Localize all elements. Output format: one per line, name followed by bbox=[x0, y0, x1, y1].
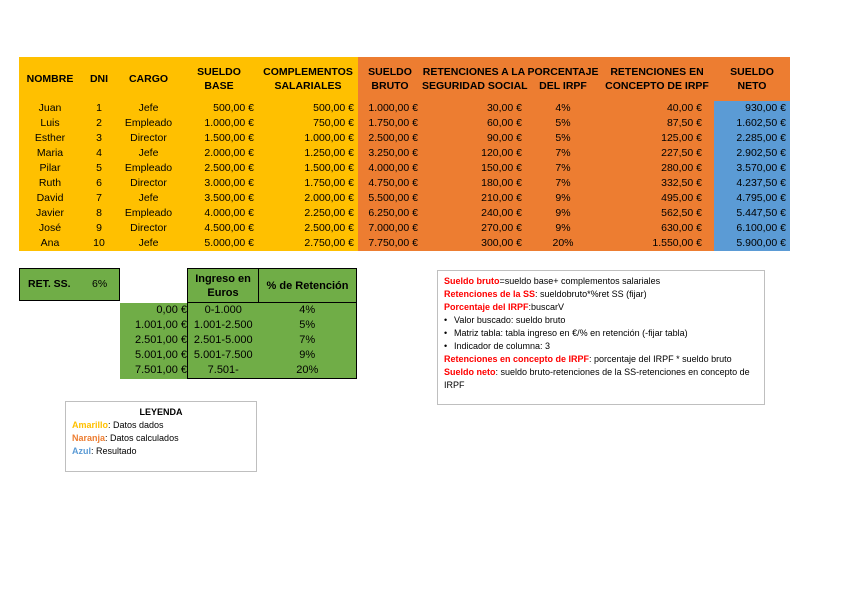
cell-sueldo-neto: 4.237,50 € bbox=[714, 176, 790, 191]
cell-porcentaje-irpf: 7% bbox=[526, 176, 600, 191]
cell-cargo: Jefe bbox=[117, 191, 180, 206]
note-sueldo-bruto: Sueldo bruto=sueldo base+ complementos salariales bbox=[444, 276, 661, 286]
header-ingreso: Ingreso en Euros bbox=[188, 269, 259, 303]
cell-sueldo-bruto: 3.250,00 € bbox=[358, 146, 422, 161]
irpf-cell-rango-ingreso: 2.501-5.000 bbox=[188, 333, 259, 348]
note-bullet-2: • Matriz tabla: tabla ingreso en €/% en retención (-fijar tabla) bbox=[444, 327, 758, 340]
cell-cargo: Director bbox=[117, 176, 180, 191]
cell-nombre: Pilar bbox=[19, 161, 81, 176]
cell-sueldo-neto: 930,00 € bbox=[714, 101, 790, 116]
ret-ss-box bbox=[19, 268, 120, 301]
cell-retenciones-irpf: 630,00 € bbox=[600, 221, 714, 236]
table-row bbox=[19, 221, 790, 236]
cell-retenciones-irpf: 332,50 € bbox=[600, 176, 714, 191]
note-bullet-3: • Indicador de columna: 3 bbox=[444, 340, 758, 353]
table-row bbox=[19, 191, 790, 206]
cell-cargo: Jefe bbox=[117, 101, 180, 116]
cell-porcentaje-irpf: 7% bbox=[526, 146, 600, 161]
cell-sueldo-base: 500,00 € bbox=[180, 101, 258, 116]
header-porcentaje-irpf: PORCENTAJE DEL IRPF bbox=[526, 57, 600, 101]
note-retenciones-ss: Retenciones de la SS: sueldobruto*%ret SS (fijar) bbox=[444, 289, 647, 299]
irpf-cell-min-ingreso: 5.001,00 € bbox=[120, 348, 188, 363]
cell-cargo: Director bbox=[117, 221, 180, 236]
salary-table-header bbox=[19, 57, 790, 101]
cell-dni: 3 bbox=[81, 131, 117, 146]
header-sueldo-neto: SUELDO NETO bbox=[714, 57, 790, 101]
header-cargo: CARGO bbox=[117, 57, 180, 101]
table-row bbox=[19, 131, 790, 146]
irpf-table bbox=[120, 268, 357, 379]
cell-complementos: 750,00 € bbox=[258, 116, 358, 131]
cell-retenciones-ss: 300,00 € bbox=[422, 236, 526, 251]
irpf-row bbox=[120, 333, 357, 348]
cell-sueldo-bruto: 4.000,00 € bbox=[358, 161, 422, 176]
table-row bbox=[19, 206, 790, 221]
irpf-cell-rango-ingreso: 1.001-2.500 bbox=[188, 318, 259, 333]
ret-ss-label: RET. SS. bbox=[28, 278, 71, 290]
note-bullet-1: • Valor buscado: sueldo bruto bbox=[444, 314, 758, 327]
cell-sueldo-base: 1.500,00 € bbox=[180, 131, 258, 146]
table-row bbox=[19, 161, 790, 176]
cell-retenciones-ss: 60,00 € bbox=[422, 116, 526, 131]
cell-nombre: Ruth bbox=[19, 176, 81, 191]
cell-dni: 9 bbox=[81, 221, 117, 236]
cell-sueldo-base: 4.000,00 € bbox=[180, 206, 258, 221]
note-retenciones-irpf: Retenciones en concepto de IRPF: porcentaje del IRPF * sueldo bruto bbox=[444, 354, 732, 364]
irpf-row bbox=[120, 303, 357, 319]
cell-sueldo-base: 1.000,00 € bbox=[180, 116, 258, 131]
cell-dni: 8 bbox=[81, 206, 117, 221]
legend-yellow: Amarillo: Datos dados bbox=[72, 420, 164, 430]
cell-retenciones-ss: 150,00 € bbox=[422, 161, 526, 176]
header-retenciones-ss: RETENCIONES A LA SEGURIDAD SOCIAL bbox=[422, 57, 526, 101]
cell-cargo: Jefe bbox=[117, 236, 180, 251]
cell-cargo: Empleado bbox=[117, 116, 180, 131]
irpf-row bbox=[120, 348, 357, 363]
cell-sueldo-neto: 4.795,00 € bbox=[714, 191, 790, 206]
cell-dni: 6 bbox=[81, 176, 117, 191]
cell-nombre: Esther bbox=[19, 131, 81, 146]
cell-retenciones-irpf: 125,00 € bbox=[600, 131, 714, 146]
cell-sueldo-neto: 6.100,00 € bbox=[714, 221, 790, 236]
cell-nombre: Juan bbox=[19, 101, 81, 116]
cell-retenciones-ss: 270,00 € bbox=[422, 221, 526, 236]
cell-sueldo-neto: 2.902,50 € bbox=[714, 146, 790, 161]
cell-dni: 7 bbox=[81, 191, 117, 206]
cell-sueldo-bruto: 5.500,00 € bbox=[358, 191, 422, 206]
ret-ss-value: 6% bbox=[92, 278, 108, 290]
irpf-row bbox=[120, 318, 357, 333]
cell-nombre: José bbox=[19, 221, 81, 236]
irpf-cell-min-ingreso: 0,00 € bbox=[120, 303, 188, 319]
irpf-cell-min-ingreso: 2.501,00 € bbox=[120, 333, 188, 348]
irpf-cell-rango-ingreso: 5.001-7.500 bbox=[188, 348, 259, 363]
cell-sueldo-neto: 5.447,50 € bbox=[714, 206, 790, 221]
cell-dni: 4 bbox=[81, 146, 117, 161]
notes-box bbox=[437, 270, 765, 405]
cell-porcentaje-irpf: 5% bbox=[526, 116, 600, 131]
cell-sueldo-base: 3.500,00 € bbox=[180, 191, 258, 206]
irpf-cell-retencion: 7% bbox=[259, 333, 357, 348]
cell-dni: 10 bbox=[81, 236, 117, 251]
table-row bbox=[19, 101, 790, 116]
cell-porcentaje-irpf: 9% bbox=[526, 206, 600, 221]
cell-retenciones-ss: 210,00 € bbox=[422, 191, 526, 206]
header-complementos: COMPLEMENTOS SALARIALES bbox=[258, 57, 358, 101]
cell-sueldo-base: 4.500,00 € bbox=[180, 221, 258, 236]
cell-retenciones-ss: 240,00 € bbox=[422, 206, 526, 221]
cell-complementos: 2.000,00 € bbox=[258, 191, 358, 206]
cell-complementos: 500,00 € bbox=[258, 101, 358, 116]
cell-complementos: 1.750,00 € bbox=[258, 176, 358, 191]
cell-porcentaje-irpf: 5% bbox=[526, 131, 600, 146]
cell-retenciones-ss: 180,00 € bbox=[422, 176, 526, 191]
cell-nombre: Luis bbox=[19, 116, 81, 131]
irpf-cell-retencion: 4% bbox=[259, 303, 357, 319]
table-row bbox=[19, 146, 790, 161]
header-dni: DNI bbox=[81, 57, 117, 101]
cell-nombre: David bbox=[19, 191, 81, 206]
cell-sueldo-base: 3.000,00 € bbox=[180, 176, 258, 191]
irpf-cell-retencion: 9% bbox=[259, 348, 357, 363]
cell-sueldo-bruto: 2.500,00 € bbox=[358, 131, 422, 146]
irpf-cell-retencion: 20% bbox=[259, 363, 357, 379]
cell-sueldo-bruto: 1.750,00 € bbox=[358, 116, 422, 131]
cell-porcentaje-irpf: 4% bbox=[526, 101, 600, 116]
cell-complementos: 2.500,00 € bbox=[258, 221, 358, 236]
cell-cargo: Jefe bbox=[117, 146, 180, 161]
cell-sueldo-neto: 2.285,00 € bbox=[714, 131, 790, 146]
cell-retenciones-irpf: 1.550,00 € bbox=[600, 236, 714, 251]
cell-dni: 1 bbox=[81, 101, 117, 116]
cell-dni: 5 bbox=[81, 161, 117, 176]
cell-nombre: Ana bbox=[19, 236, 81, 251]
cell-complementos: 1.000,00 € bbox=[258, 131, 358, 146]
cell-porcentaje-irpf: 20% bbox=[526, 236, 600, 251]
cell-sueldo-neto: 5.900,00 € bbox=[714, 236, 790, 251]
irpf-cell-min-ingreso: 7.501,00 € bbox=[120, 363, 188, 379]
cell-cargo: Director bbox=[117, 131, 180, 146]
cell-retenciones-irpf: 495,00 € bbox=[600, 191, 714, 206]
table-row bbox=[19, 176, 790, 191]
cell-sueldo-base: 5.000,00 € bbox=[180, 236, 258, 251]
cell-sueldo-neto: 1.602,50 € bbox=[714, 116, 790, 131]
irpf-row bbox=[120, 363, 357, 379]
cell-complementos: 1.500,00 € bbox=[258, 161, 358, 176]
cell-retenciones-ss: 30,00 € bbox=[422, 101, 526, 116]
irpf-cell-min-ingreso: 1.001,00 € bbox=[120, 318, 188, 333]
cell-retenciones-irpf: 280,00 € bbox=[600, 161, 714, 176]
cell-sueldo-base: 2.500,00 € bbox=[180, 161, 258, 176]
legend-title: LEYENDA bbox=[139, 407, 183, 417]
salary-table bbox=[19, 57, 790, 251]
cell-sueldo-bruto: 4.750,00 € bbox=[358, 176, 422, 191]
cell-dni: 2 bbox=[81, 116, 117, 131]
table-row bbox=[19, 236, 790, 251]
cell-sueldo-neto: 3.570,00 € bbox=[714, 161, 790, 176]
irpf-cell-rango-ingreso: 0-1.000 bbox=[188, 303, 259, 319]
header-sueldo-bruto: SUELDO BRUTO bbox=[358, 57, 422, 101]
header-nombre: NOMBRE bbox=[19, 57, 81, 101]
cell-retenciones-irpf: 227,50 € bbox=[600, 146, 714, 161]
cell-retenciones-irpf: 87,50 € bbox=[600, 116, 714, 131]
cell-sueldo-bruto: 7.000,00 € bbox=[358, 221, 422, 236]
cell-cargo: Empleado bbox=[117, 206, 180, 221]
table-row bbox=[19, 116, 790, 131]
irpf-table-header bbox=[120, 269, 357, 303]
cell-porcentaje-irpf: 9% bbox=[526, 221, 600, 236]
header-retenciones-irpf: RETENCIONES EN CONCEPTO DE IRPF bbox=[600, 57, 714, 101]
cell-porcentaje-irpf: 7% bbox=[526, 161, 600, 176]
legend-box bbox=[65, 401, 257, 472]
cell-retenciones-irpf: 562,50 € bbox=[600, 206, 714, 221]
legend-orange: Naranja: Datos calculados bbox=[72, 433, 179, 443]
cell-nombre: Javier bbox=[19, 206, 81, 221]
irpf-cell-retencion: 5% bbox=[259, 318, 357, 333]
cell-cargo: Empleado bbox=[117, 161, 180, 176]
irpf-cell-rango-ingreso: 7.501- bbox=[188, 363, 259, 379]
cell-retenciones-ss: 120,00 € bbox=[422, 146, 526, 161]
note-porcentaje-irpf: Porcentaje del IRPF:buscarV bbox=[444, 302, 565, 312]
cell-sueldo-bruto: 6.250,00 € bbox=[358, 206, 422, 221]
cell-sueldo-bruto: 1.000,00 € bbox=[358, 101, 422, 116]
cell-complementos: 2.250,00 € bbox=[258, 206, 358, 221]
cell-complementos: 2.750,00 € bbox=[258, 236, 358, 251]
cell-sueldo-bruto: 7.750,00 € bbox=[358, 236, 422, 251]
cell-complementos: 1.250,00 € bbox=[258, 146, 358, 161]
legend-blue: Azul: Resultado bbox=[72, 446, 137, 456]
header-retencion: % de Retención bbox=[259, 269, 357, 303]
cell-porcentaje-irpf: 9% bbox=[526, 191, 600, 206]
note-sueldo-neto: Sueldo neto: sueldo bruto-retenciones de la SS-retenciones en concepto de IRPF bbox=[444, 367, 750, 390]
cell-nombre: Maria bbox=[19, 146, 81, 161]
header-sueldo-base: SUELDO BASE bbox=[180, 57, 258, 101]
cell-retenciones-ss: 90,00 € bbox=[422, 131, 526, 146]
cell-sueldo-base: 2.000,00 € bbox=[180, 146, 258, 161]
cell-retenciones-irpf: 40,00 € bbox=[600, 101, 714, 116]
